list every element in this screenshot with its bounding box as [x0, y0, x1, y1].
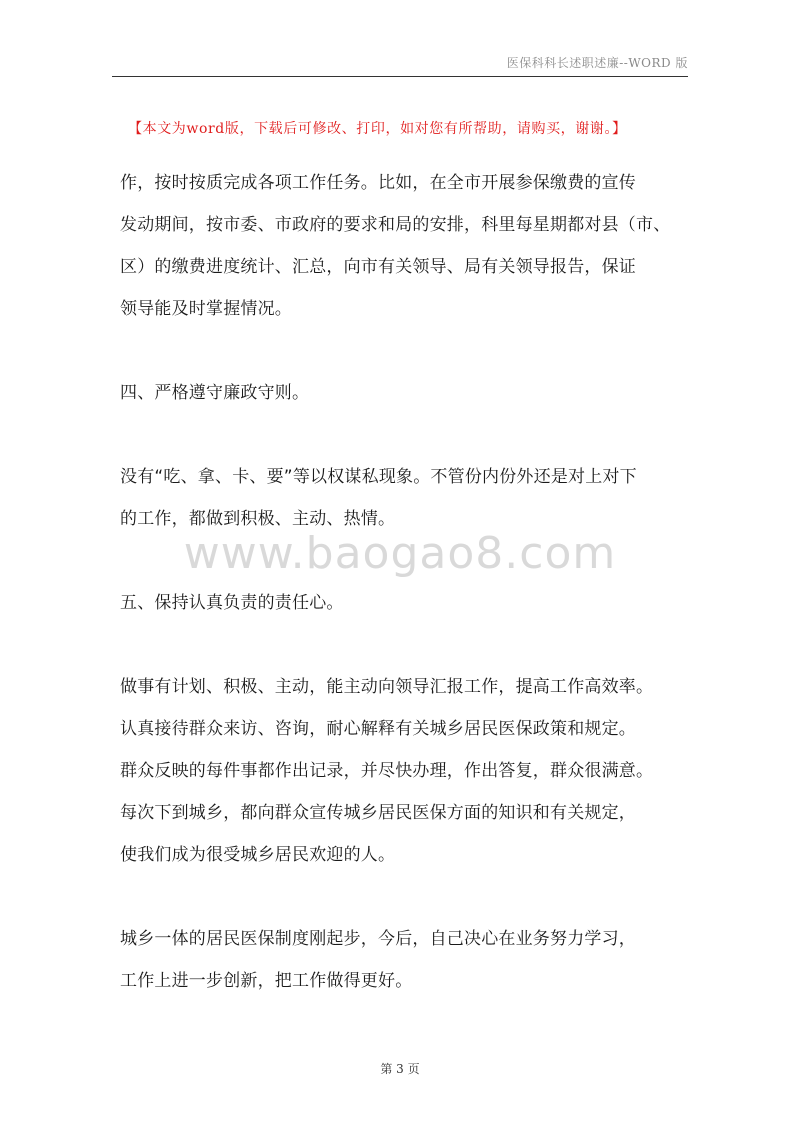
paragraph-line: 城乡一体的居民医保制度刚起步，今后，自己决心在业务努力学习，	[120, 929, 636, 949]
paragraph	[120, 162, 688, 330]
paragraph-line: 发动期间，按市委、市政府的要求和局的安排，科里每星期都对县（市、	[120, 215, 671, 235]
paragraph-line: 作，按时按质完成各项工作任务。比如，在全市开展参保缴费的宣传	[120, 173, 636, 193]
document-body	[120, 162, 688, 1002]
paragraph-line: 每次下到城乡，都向群众宣传城乡居民医保方面的知识和有关规定，	[120, 803, 636, 823]
paragraph-gap	[120, 414, 688, 456]
paragraph-line: 区）的缴费进度统计、汇总，向市有关领导、局有关领导报告，保证	[120, 257, 636, 277]
paragraph-gap	[120, 330, 688, 372]
paragraph-line: 使我们成为很受城乡居民欢迎的人。	[120, 845, 396, 865]
paragraph-line: 群众反映的每件事都作出记录，并尽快办理，作出答复，群众很满意。	[120, 761, 654, 781]
paragraph	[120, 666, 688, 876]
paragraph-line: 五、保持认真负责的责任心。	[120, 593, 344, 613]
purchase-notice: 【本文为word版，下载后可修改、打印，如对您有所帮助，请购买，谢谢。】	[128, 121, 627, 137]
paragraph	[120, 918, 688, 1002]
paragraph	[120, 372, 688, 414]
paragraph-line: 四、严格遵守廉政守则。	[120, 383, 310, 403]
paragraph	[120, 582, 688, 624]
paragraph-gap	[120, 876, 688, 918]
header-rule	[112, 76, 688, 77]
running-header: 医保科科长述职述廉--WORD 版	[506, 56, 688, 70]
paragraph-gap	[120, 624, 688, 666]
paragraph-line: 领导能及时掌握情况。	[120, 299, 292, 319]
paragraph-line: 工作上进一步创新，把工作做得更好。	[120, 971, 413, 991]
paragraph-line: 认真接待群众来访、咨询，耐心解释有关城乡居民医保政策和规定。	[120, 719, 636, 739]
page-number: 第 3 页	[380, 1062, 420, 1076]
watermark: www.baogao8.com	[183, 528, 617, 579]
paragraph-line: 的工作，都做到积极、主动、热情。	[120, 509, 396, 529]
paragraph-line: 做事有计划、积极、主动，能主动向领导汇报工作，提高工作高效率。	[120, 677, 654, 697]
paragraph-line: 没有“吃、拿、卡、要”等以权谋私现象。不管份内份外还是对上对下	[120, 467, 637, 487]
